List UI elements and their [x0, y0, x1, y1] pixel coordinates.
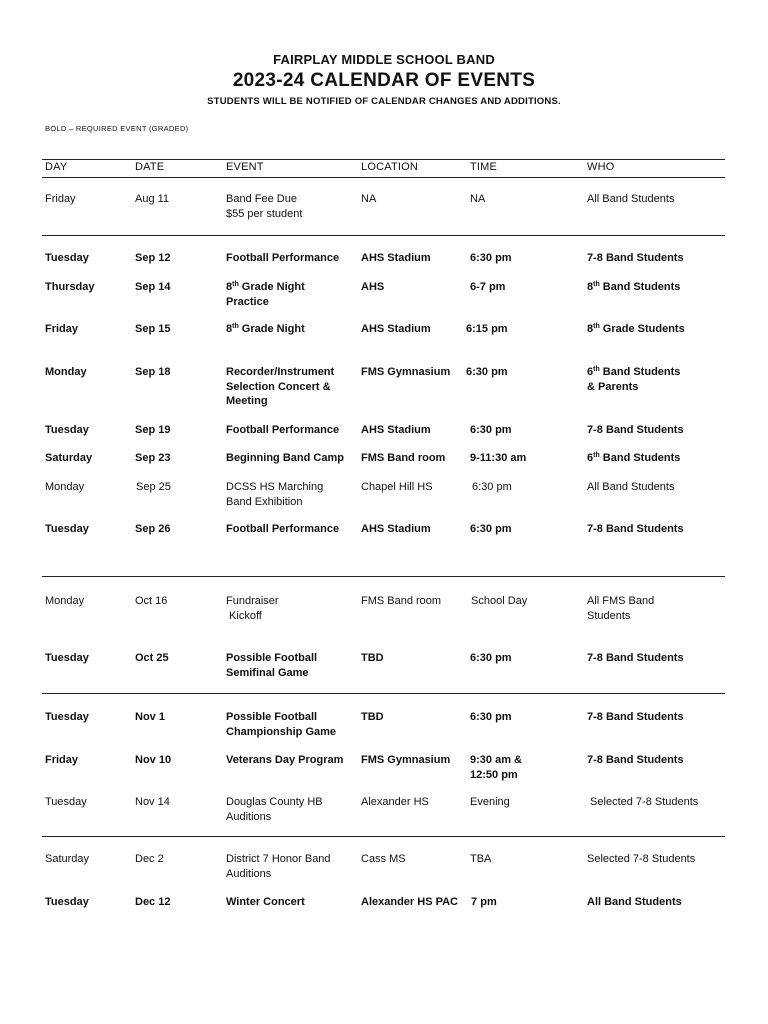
- who-cell: Selected 7-8 Students: [587, 796, 699, 808]
- location-cell: Cass MS: [361, 853, 406, 865]
- event-cell: Football Performance: [226, 523, 340, 535]
- day-cell: Friday: [45, 754, 79, 766]
- table-top-rule: [42, 159, 725, 160]
- who-cell: 7-8 Band Students: [587, 523, 684, 535]
- day-cell: Tuesday: [45, 252, 89, 264]
- subtitle: STUDENTS WILL BE NOTIFIED OF CALENDAR CHANGES AND ADDITIONS.: [207, 96, 561, 107]
- day-cell: Tuesday: [45, 523, 89, 535]
- time-cell: School Day: [471, 595, 528, 607]
- location-cell: FMS Gymnasium: [361, 754, 451, 766]
- date-cell: Oct 16: [135, 595, 168, 607]
- time-cell: 6:15 pm: [466, 323, 508, 335]
- date-cell: Sep 14: [135, 281, 171, 293]
- who-cell: All Band Students: [587, 193, 675, 205]
- event-cell: Winter Concert: [226, 896, 305, 908]
- event-cell: Fundraiser Kickoff: [226, 595, 279, 622]
- who-cell: 7-8 Band Students: [587, 711, 684, 723]
- day-cell: Monday: [45, 481, 85, 493]
- event-cell: Football Performance: [226, 252, 340, 264]
- page-title: 2023-24 CALENDAR OF EVENTS: [232, 70, 536, 91]
- col-header-day: DAY: [45, 161, 68, 173]
- event-cell: Possible Football Championship Game: [226, 711, 337, 738]
- col-header-location: LOCATION: [361, 161, 419, 173]
- col-header-time: TIME: [470, 161, 498, 173]
- location-cell: NA: [361, 193, 377, 205]
- col-header-who: WHO: [587, 161, 615, 173]
- date-cell: Nov 10: [135, 754, 172, 766]
- section-rule: [42, 576, 725, 577]
- date-cell: Nov 1: [135, 711, 165, 723]
- col-header-date: DATE: [135, 161, 165, 173]
- date-cell: Sep 15: [135, 323, 171, 335]
- event-cell: Possible Football Semifinal Game: [226, 652, 318, 679]
- who-cell: 6th Band Students & Parents: [587, 366, 681, 393]
- section-rule: [42, 235, 725, 236]
- location-cell: AHS Stadium: [361, 252, 431, 264]
- location-cell: TBD: [361, 652, 384, 664]
- event-cell: Band Fee Due $55 per student: [226, 193, 303, 220]
- event-cell: 8th Grade Night Practice: [226, 281, 305, 308]
- who-cell: 8th Grade Students: [587, 323, 685, 335]
- location-cell: Alexander HS: [361, 796, 429, 808]
- time-cell: NA: [470, 193, 486, 205]
- date-cell: Sep 19: [135, 424, 171, 436]
- who-cell: Selected 7-8 Students: [587, 853, 696, 865]
- time-cell: 6-7 pm: [470, 281, 506, 293]
- time-cell: 6:30 pm: [470, 252, 512, 264]
- date-cell: Sep 26: [135, 523, 171, 535]
- date-cell: Sep 25: [136, 481, 171, 493]
- section-rule: [42, 836, 725, 837]
- time-cell: 9:30 am & 12:50 pm: [470, 754, 522, 781]
- location-cell: AHS Stadium: [361, 424, 431, 436]
- day-cell: Tuesday: [45, 652, 89, 664]
- who-cell: 7-8 Band Students: [587, 252, 684, 264]
- day-cell: Monday: [45, 366, 87, 378]
- who-cell: All Band Students: [587, 481, 675, 493]
- day-cell: Tuesday: [45, 424, 89, 436]
- day-cell: Saturday: [45, 853, 90, 865]
- location-cell: FMS Band room: [361, 595, 442, 607]
- day-cell: Friday: [45, 193, 76, 205]
- event-cell: DCSS HS Marching Band Exhibition: [226, 481, 324, 508]
- time-cell: Evening: [470, 796, 510, 808]
- date-cell: Oct 25: [135, 652, 169, 664]
- time-cell: TBA: [470, 853, 492, 865]
- time-cell: 6:30 pm: [470, 523, 512, 535]
- legend-note: BOLD – REQUIRED EVENT (GRADED): [45, 124, 189, 133]
- time-cell: 6:30 pm: [472, 481, 512, 493]
- event-cell: District 7 Honor Band Auditions: [226, 853, 331, 880]
- location-cell: AHS Stadium: [361, 323, 431, 335]
- event-cell: Veterans Day Program: [226, 754, 344, 766]
- event-cell: Recorder/Instrument Selection Concert & Meeting: [226, 366, 335, 407]
- location-cell: AHS Stadium: [361, 523, 431, 535]
- who-cell: All Band Students: [587, 896, 682, 908]
- date-cell: Aug 11: [135, 193, 170, 205]
- who-cell: All FMS Band Students: [587, 595, 655, 622]
- who-cell: 7-8 Band Students: [587, 424, 684, 436]
- location-cell: Chapel Hill HS: [361, 481, 433, 493]
- event-cell: Douglas County HB Auditions: [226, 796, 323, 823]
- who-cell: 8th Band Students: [587, 281, 681, 293]
- time-cell: 6:30 pm: [470, 711, 512, 723]
- location-cell: FMS Gymnasium: [361, 366, 451, 378]
- day-cell: Monday: [45, 595, 85, 607]
- section-rule: [42, 693, 725, 694]
- date-cell: Dec 12: [135, 896, 171, 908]
- location-cell: AHS: [361, 281, 385, 293]
- day-cell: Thursday: [45, 281, 95, 293]
- time-cell: 6:30 pm: [470, 424, 512, 436]
- school-name: FAIRPLAY MIDDLE SCHOOL BAND: [273, 52, 495, 67]
- col-header-event: EVENT: [226, 161, 264, 173]
- location-cell: FMS Band room: [361, 452, 446, 464]
- date-cell: Nov 14: [135, 796, 170, 808]
- day-cell: Tuesday: [45, 711, 89, 723]
- day-cell: Tuesday: [45, 896, 89, 908]
- date-cell: Dec 2: [135, 853, 164, 865]
- date-cell: Sep 12: [135, 252, 171, 264]
- date-cell: Sep 23: [135, 452, 171, 464]
- who-cell: 7-8 Band Students: [587, 652, 684, 664]
- header-rule: [42, 177, 725, 178]
- day-cell: Friday: [45, 323, 79, 335]
- time-cell: 9-11:30 am: [470, 452, 527, 464]
- location-cell: Alexander HS PAC: [361, 896, 458, 908]
- date-cell: Sep 18: [135, 366, 171, 378]
- time-cell: 6:30 pm: [466, 366, 508, 378]
- who-cell: 7-8 Band Students: [587, 754, 684, 766]
- event-cell: Beginning Band Camp: [226, 452, 344, 464]
- who-cell: 6th Band Students: [587, 452, 681, 464]
- time-cell: 7 pm: [468, 896, 497, 908]
- event-cell: Football Performance: [226, 424, 340, 436]
- time-cell: 6:30 pm: [470, 652, 512, 664]
- day-cell: Tuesday: [45, 796, 87, 808]
- day-cell: Saturday: [45, 452, 93, 464]
- event-cell: 8th Grade Night: [226, 323, 305, 335]
- location-cell: TBD: [361, 711, 384, 723]
